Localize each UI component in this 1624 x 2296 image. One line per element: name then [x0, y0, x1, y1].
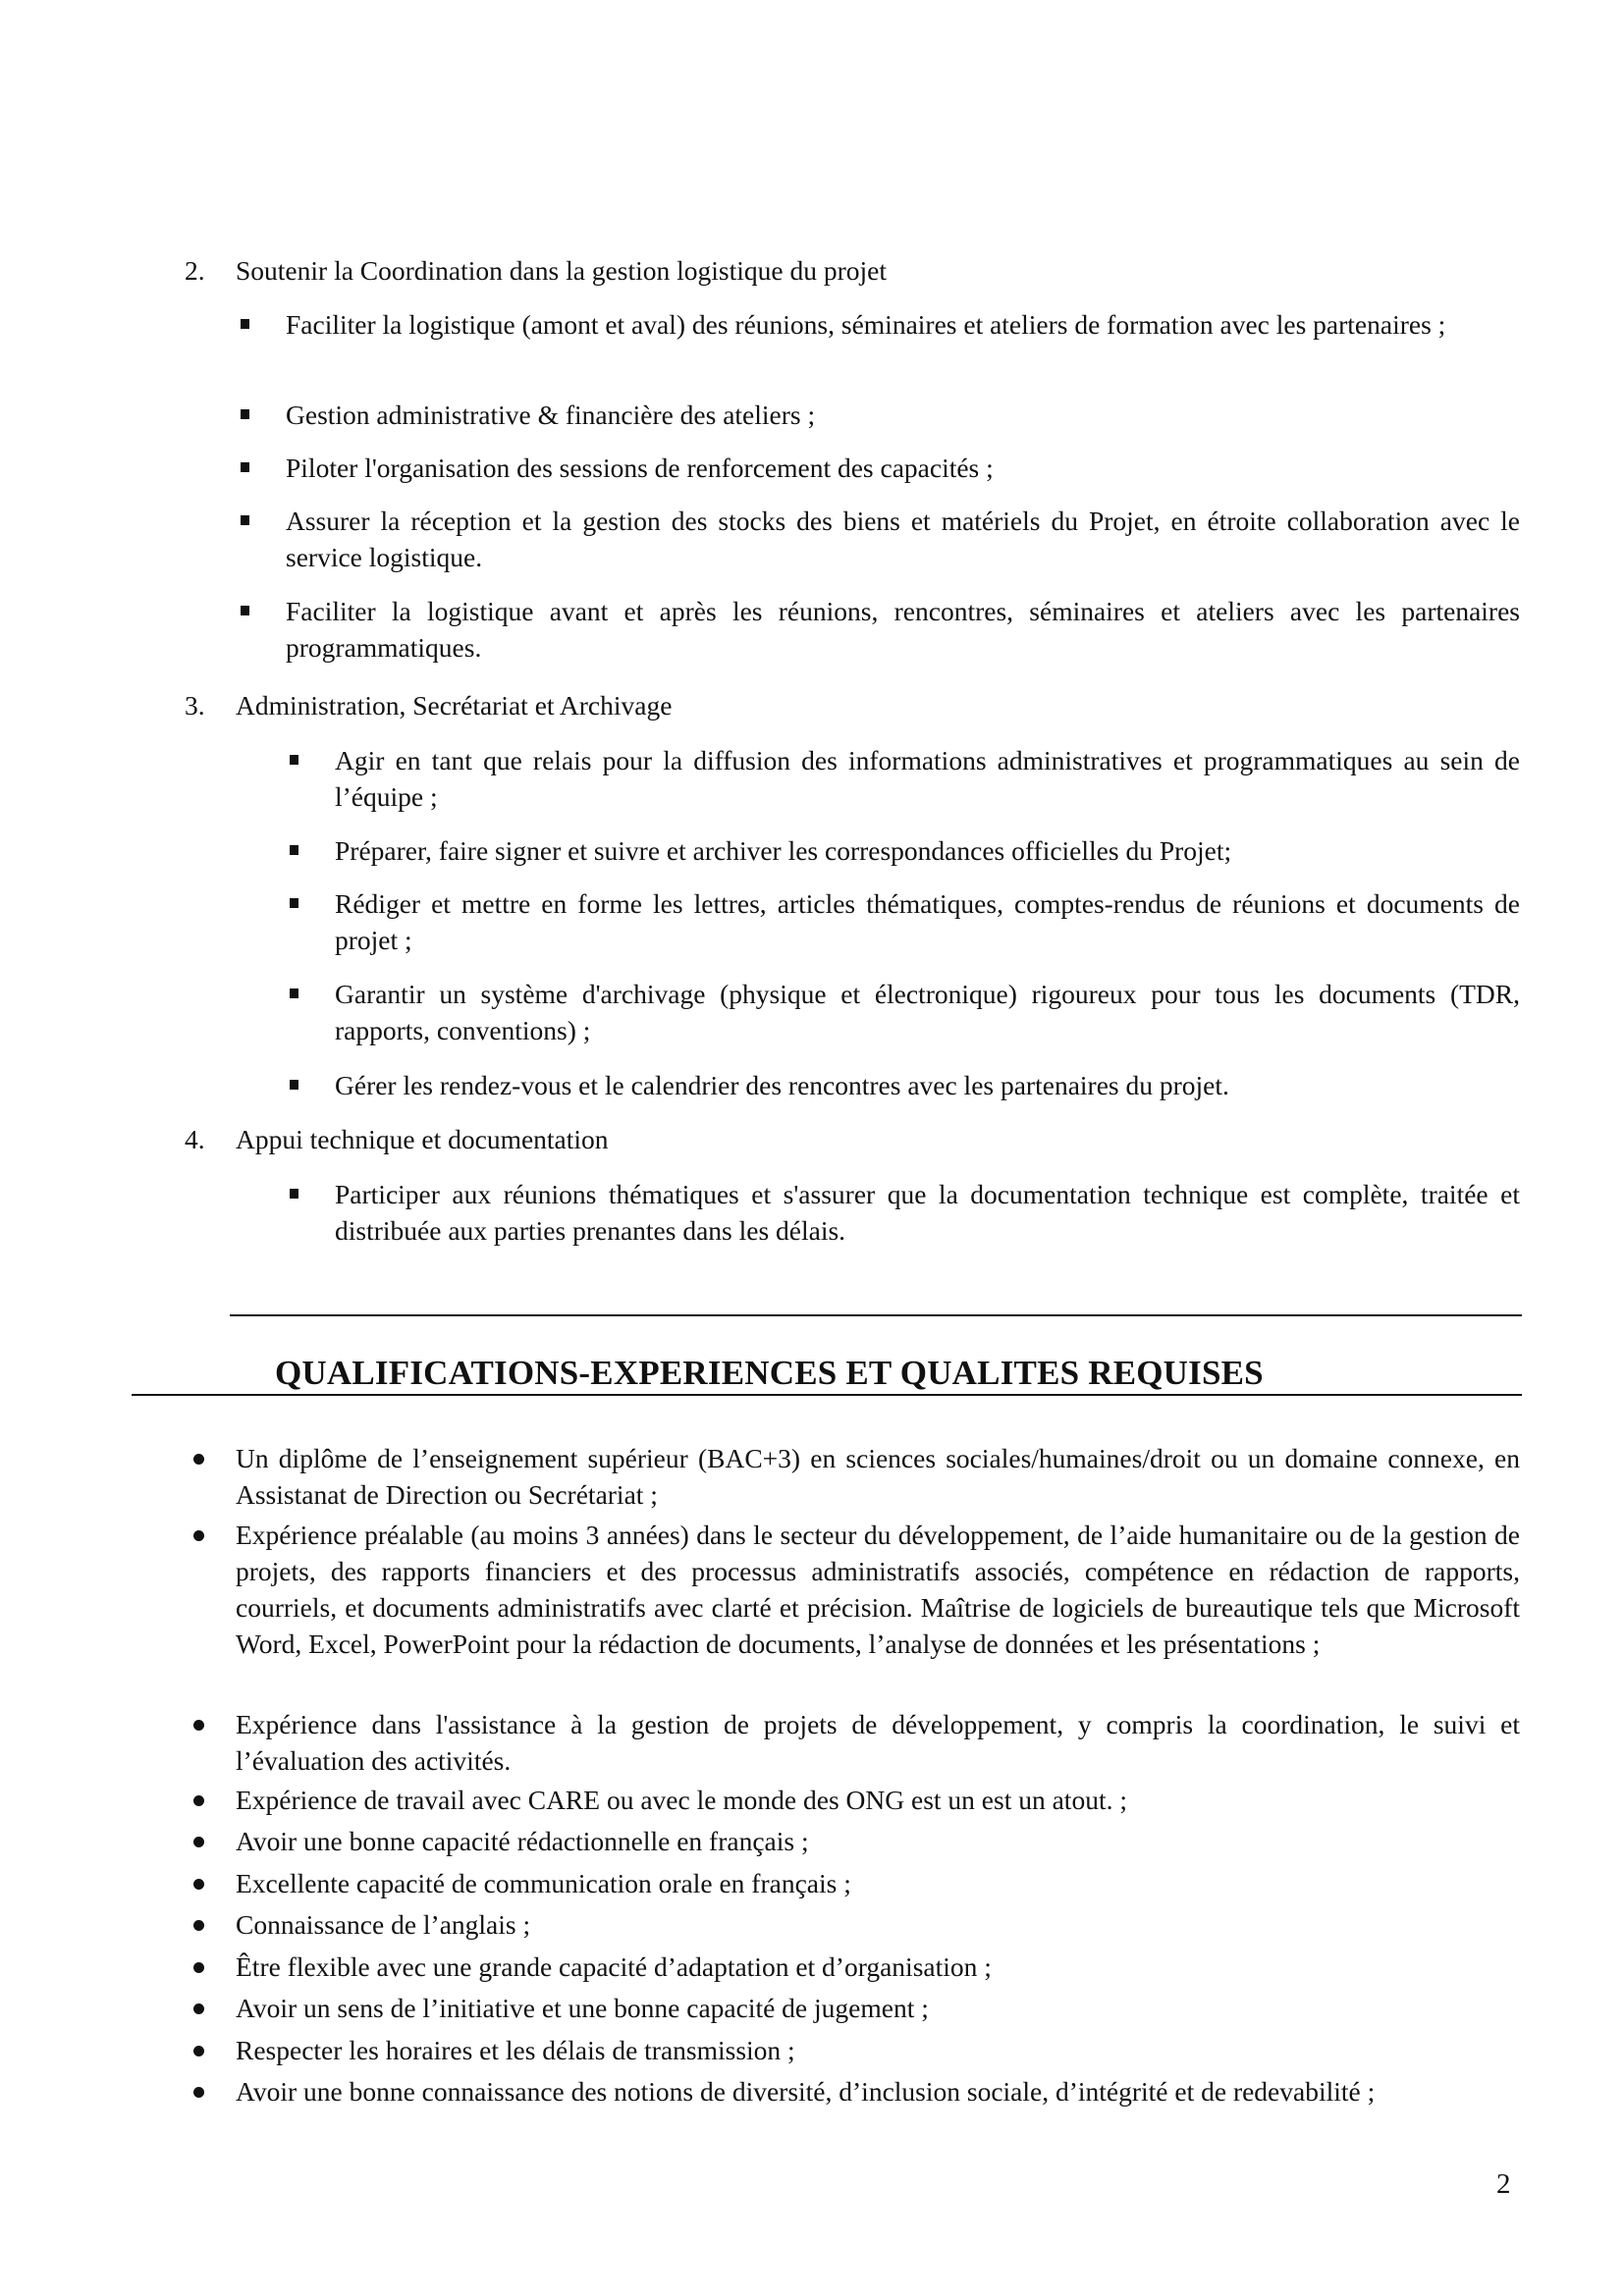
square-bullet-icon: [241, 606, 249, 615]
qualification-item: Connaissance de l’anglais ;: [236, 1906, 1520, 1943]
section-title: Administration, Secrétariat et Archivage: [236, 690, 673, 721]
section-number: 2.: [185, 255, 205, 286]
bottom-divider: [132, 1394, 1522, 1396]
square-bullet-icon: [290, 898, 298, 908]
round-bullet-icon: [193, 2087, 204, 2098]
section-title: Soutenir la Coordination dans la gestion logistique du projet: [236, 255, 887, 286]
square-bullet-icon: [290, 1189, 298, 1199]
square-bullet-icon: [241, 409, 249, 419]
qualification-item: Avoir un sens de l’initiative et une bonne capacité de jugement ;: [236, 1990, 1520, 2026]
qualifications-heading: QUALIFICATIONS-EXPERIENCES ET QUALITES REQUISES: [275, 1354, 1264, 1392]
square-bullet-icon: [290, 988, 298, 998]
round-bullet-icon: [193, 1454, 204, 1465]
round-bullet-icon: [193, 1962, 204, 1973]
round-bullet-icon: [193, 1530, 204, 1541]
qualification-item: Avoir une bonne capacité rédactionnelle en français ;: [236, 1823, 1520, 1859]
square-bullet-icon: [290, 845, 298, 855]
round-bullet-icon: [193, 1837, 204, 1847]
section-number: 4.: [185, 1124, 205, 1154]
qualification-item: Expérience dans l'assistance à la gestion de projets de développement, y compris la coordination, le suivi et l’évaluation des activités.: [236, 1706, 1520, 1779]
list-item: Faciliter la logistique (amont et aval) des réunions, séminaires et ateliers de formation avec les partenaires ;: [286, 306, 1520, 343]
qualification-item: Excellente capacité de communication orale en français ;: [236, 1865, 1520, 1901]
qualification-item: Un diplôme de l’enseignement supérieur (BAC+3) en sciences sociales/humaines/droit ou un domaine connexe, en Assistanat de Direction ou Secrétariat ;: [236, 1440, 1520, 1513]
list-item: Assurer la réception et la gestion des stocks des biens et matériels du Projet, en étroite collaboration avec le service logistique.: [286, 503, 1520, 575]
square-bullet-icon: [241, 319, 249, 329]
list-item: Faciliter la logistique avant et après les réunions, rencontres, séminaires et ateliers avec les partenaires programmatiques.: [286, 593, 1520, 666]
square-bullet-icon: [290, 755, 298, 765]
list-item: Participer aux réunions thématiques et s'assurer que la documentation technique est complète, traitée et distribuée aux parties prenantes dans les délais.: [335, 1176, 1520, 1249]
list-item: Gérer les rendez-vous et le calendrier des rencontres avec les partenaires du projet.: [335, 1067, 1520, 1103]
round-bullet-icon: [193, 1879, 204, 1890]
round-bullet-icon: [193, 1920, 204, 1931]
square-bullet-icon: [290, 1080, 298, 1090]
qualification-item: Expérience de travail avec CARE ou avec le monde des ONG est un est un atout. ;: [236, 1782, 1520, 1818]
qualification-item: Expérience préalable (au moins 3 années) dans le secteur du développement, de l’aide humanitaire ou de la gestion de projets, des rapports financiers et des processus administratifs associés, compétence en rédaction de rapports, courriels, et documents administratifs avec clarté et précision. Maîtrise de logiciels de bureautique tels que Microsoft Word, Excel, PowerPoint pour la rédaction de documents, l’analyse de données et les présentations ;: [236, 1517, 1520, 1662]
list-item: Agir en tant que relais pour la diffusion des informations administratives et programmatiques au sein de l’équipe ;: [335, 742, 1520, 815]
list-item: Préparer, faire signer et suivre et archiver les correspondances officielles du Projet;: [335, 832, 1520, 869]
top-divider: [230, 1314, 1522, 1316]
section-title: Appui technique et documentation: [236, 1124, 609, 1154]
qualification-item: Être flexible avec une grande capacité d’adaptation et d’organisation ;: [236, 1949, 1520, 1985]
page-number: 2: [1496, 2168, 1511, 2200]
list-item: Garantir un système d'archivage (physique et électronique) rigoureux pour tous les documents (TDR, rapports, conventions) ;: [335, 976, 1520, 1048]
round-bullet-icon: [193, 2046, 204, 2056]
qualification-item: Avoir une bonne connaissance des notions de diversité, d’inclusion sociale, d’intégrité et de redevabilité ;: [236, 2073, 1520, 2109]
square-bullet-icon: [241, 515, 249, 525]
list-item: Piloter l'organisation des sessions de renforcement des capacités ;: [286, 450, 1520, 486]
round-bullet-icon: [193, 2003, 204, 2014]
round-bullet-icon: [193, 1720, 204, 1731]
list-item: Gestion administrative & financière des ateliers ;: [286, 397, 1520, 433]
round-bullet-icon: [193, 1795, 204, 1806]
list-item: Rédiger et mettre en forme les lettres, articles thématiques, comptes-rendus de réunions et documents de projet ;: [335, 885, 1520, 958]
square-bullet-icon: [241, 462, 249, 472]
section-number: 3.: [185, 690, 205, 721]
qualification-item: Respecter les horaires et les délais de transmission ;: [236, 2032, 1520, 2068]
